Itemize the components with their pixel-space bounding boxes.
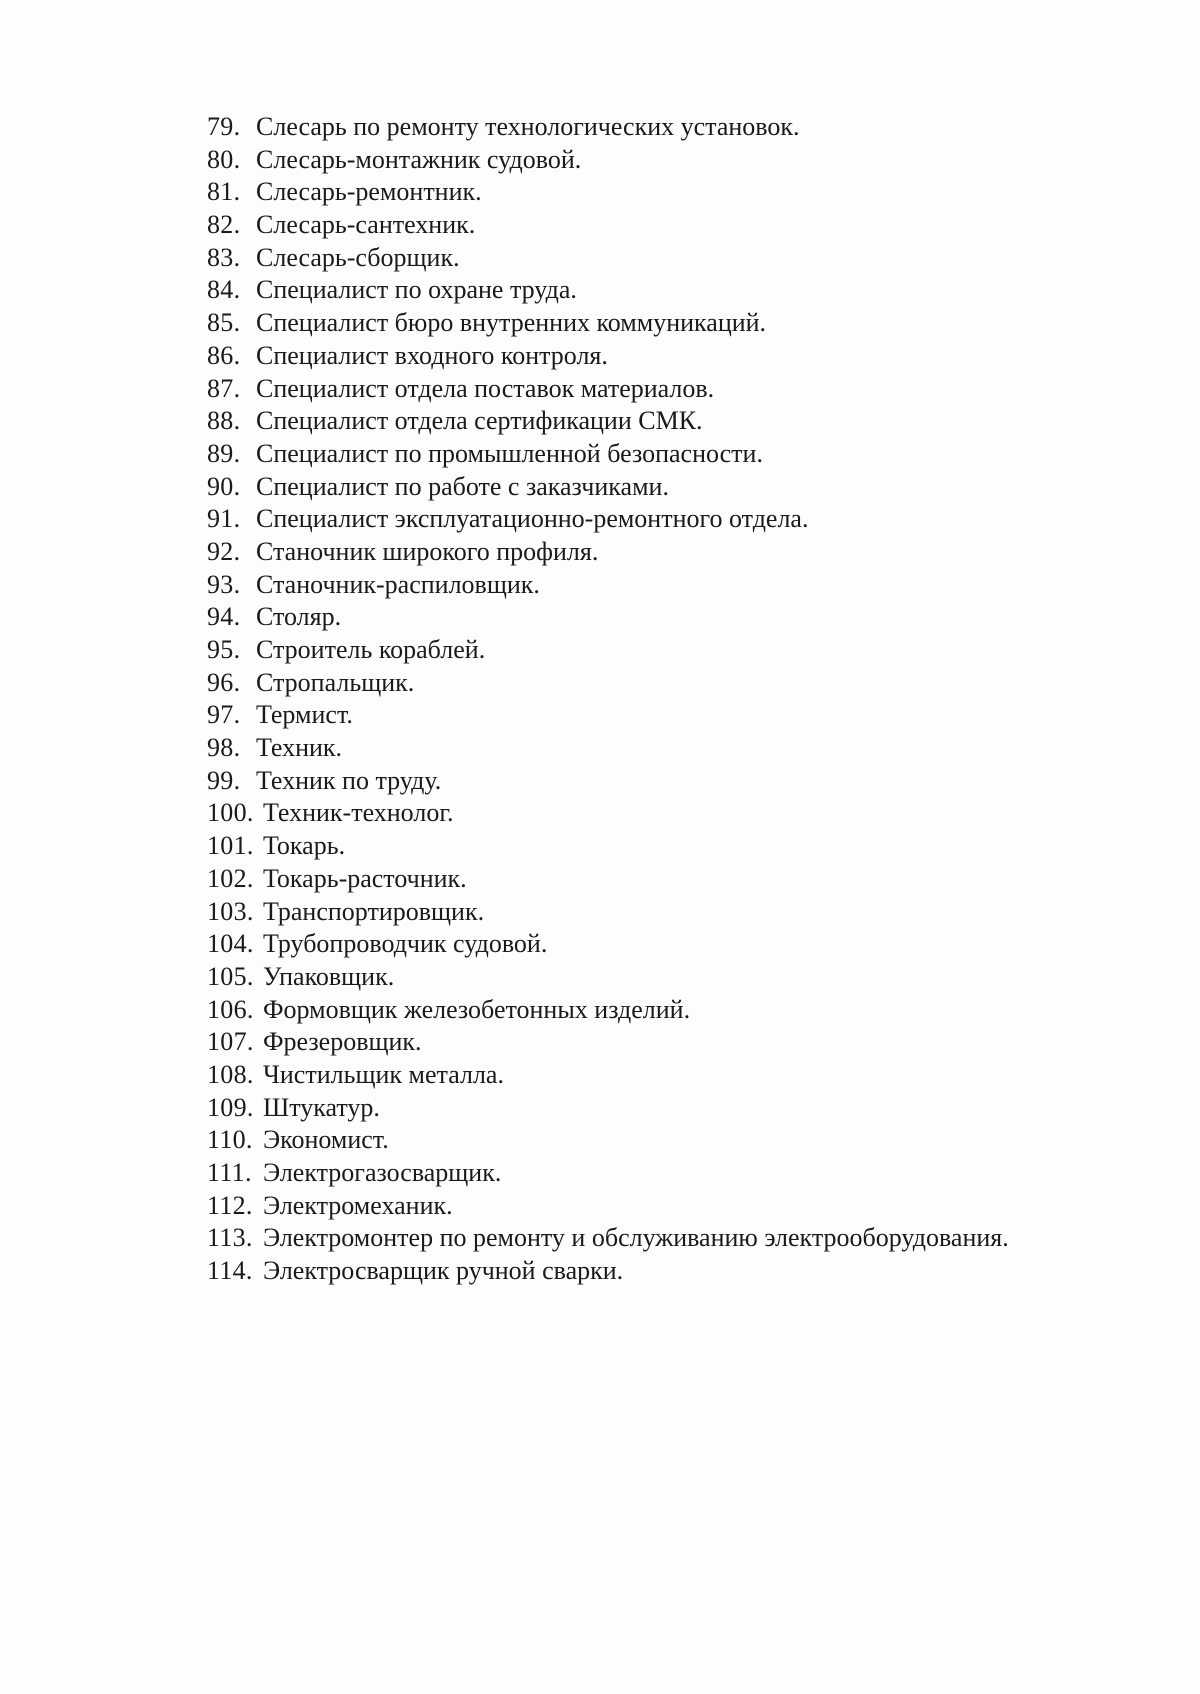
list-item-text: Термист.: [256, 700, 353, 730]
list-item-number: 101.: [207, 831, 254, 861]
list-item-number: 85.: [207, 308, 241, 338]
list-item-text: Электрогазосварщик.: [263, 1158, 502, 1187]
list-item: [207, 111, 1009, 144]
occupation-list: [207, 111, 1009, 1288]
list-item-text: Транспортировщик.: [263, 896, 485, 926]
list-item-number: 107.: [207, 1027, 254, 1057]
list-item: [207, 601, 1009, 634]
list-item-number: 113.: [207, 1223, 253, 1253]
list-item: [207, 1255, 1009, 1288]
list-item-text: Упаковщик.: [263, 961, 395, 991]
list-item: [207, 961, 1009, 994]
list-item: [207, 1157, 1009, 1190]
list-item-number: 97.: [207, 700, 241, 730]
list-item-text: Специалист входного контроля.: [256, 340, 608, 370]
list-item-text: Специалист по охране труда.: [256, 275, 577, 305]
list-item-text: Электросварщик ручной сварки.: [263, 1256, 624, 1286]
list-item: [207, 634, 1009, 667]
list-item: [207, 1092, 1009, 1125]
list-item: [207, 569, 1009, 602]
list-item-number: 79.: [207, 112, 241, 141]
list-item-number: 110.: [207, 1125, 253, 1155]
list-item-text: Техник по труду.: [256, 765, 442, 795]
list-item-text: Техник-технолог.: [263, 798, 454, 828]
list-item: [207, 176, 1009, 209]
list-item: [207, 307, 1009, 340]
list-item-number: 91.: [207, 504, 241, 534]
list-item: [207, 1190, 1009, 1223]
list-item: [207, 438, 1009, 471]
list-item-text: Слесарь-ремонтник.: [256, 177, 482, 207]
list-item-text: Слесарь-сборщик.: [256, 242, 460, 272]
list-item: [207, 1026, 1009, 1059]
list-item-number: 94.: [207, 602, 241, 632]
list-item: [207, 667, 1009, 700]
list-item-text: Техник.: [256, 733, 343, 763]
list-item-text: Электромеханик.: [263, 1190, 453, 1220]
list-item: [207, 797, 1009, 830]
list-item-text: Формовщик железобетонных изделий.: [263, 994, 691, 1024]
list-item-number: 88.: [207, 406, 241, 436]
list-item-number: 82.: [207, 210, 241, 240]
list-item-text: Электромонтер по ремонту и обслуживанию электрооборудования.: [263, 1223, 1009, 1253]
list-item-text: Экономист.: [263, 1125, 389, 1155]
list-item-text: Специалист бюро внутренних коммуникаций.: [256, 308, 767, 338]
list-item-number: 111.: [207, 1158, 252, 1187]
list-item-text: Слесарь по ремонту технологических установок.: [256, 112, 800, 141]
list-item: [207, 928, 1009, 961]
list-item: [207, 405, 1009, 438]
list-item-number: 83.: [207, 242, 241, 272]
list-item: [207, 274, 1009, 307]
list-item: [207, 144, 1009, 177]
list-item-text: Строитель кораблей.: [256, 635, 486, 664]
list-item-number: 80.: [207, 144, 241, 174]
list-item-number: 84.: [207, 275, 241, 305]
list-item-number: 89.: [207, 438, 241, 468]
list-item-text: Трубопроводчик судовой.: [263, 929, 548, 959]
list-item: [207, 699, 1009, 732]
list-item-number: 90.: [207, 471, 241, 501]
list-item: [207, 373, 1009, 406]
list-item-number: 106.: [207, 994, 254, 1024]
list-item-number: 112.: [207, 1190, 253, 1220]
list-item-number: 104.: [207, 929, 254, 959]
list-item-number: 98.: [207, 733, 241, 763]
list-item: [207, 503, 1009, 536]
list-item-text: Слесарь-сантехник.: [256, 210, 476, 240]
list-item: [207, 994, 1009, 1027]
list-item-text: Фрезеровщик.: [263, 1027, 422, 1057]
list-item-text: Специалист отдела поставок материалов.: [256, 373, 715, 403]
list-item-text: Штукатур.: [263, 1092, 380, 1122]
list-item-text: Чистильщик металла.: [263, 1059, 504, 1089]
list-item-number: 96.: [207, 667, 241, 697]
list-item: [207, 209, 1009, 242]
list-item-number: 99.: [207, 765, 241, 795]
list-item: [207, 242, 1009, 275]
list-item-text: Столяр.: [256, 602, 342, 632]
list-item-text: Токарь.: [263, 831, 346, 861]
list-item: [207, 1124, 1009, 1157]
list-item-number: 114.: [207, 1256, 253, 1286]
list-item: [207, 765, 1009, 798]
list-item-text: Станочник-распиловщик.: [256, 569, 540, 599]
list-item-number: 81.: [207, 177, 241, 207]
list-item-text: Специалист эксплуатационно-ремонтного отдела.: [256, 504, 809, 534]
list-item-text: Специалист отдела сертификации СМК.: [256, 406, 703, 436]
list-item-number: 86.: [207, 340, 241, 370]
list-item: [207, 1059, 1009, 1092]
list-item-number: 105.: [207, 961, 254, 991]
list-item-number: 93.: [207, 569, 241, 599]
list-item: [207, 732, 1009, 765]
list-item-number: 103.: [207, 896, 254, 926]
list-item-number: 92.: [207, 536, 241, 566]
list-item: [207, 340, 1009, 373]
list-item: [207, 536, 1009, 569]
list-item-text: Станочник широкого профиля.: [256, 536, 599, 566]
list-item: [207, 1222, 1009, 1255]
list-item-text: Специалист по работе с заказчиками.: [256, 471, 669, 501]
list-item-number: 100.: [207, 798, 254, 828]
list-item-text: Стропальщик.: [256, 667, 415, 697]
list-item-text: Слесарь-монтажник судовой.: [256, 144, 582, 174]
list-item-number: 108.: [207, 1059, 254, 1089]
list-item-number: 87.: [207, 373, 241, 403]
list-item-text: Специалист по промышленной безопасности.: [256, 438, 763, 468]
list-item: [207, 471, 1009, 504]
list-item: [207, 830, 1009, 863]
list-item-text: Токарь-расточник.: [263, 863, 467, 893]
list-item: [207, 863, 1009, 896]
list-item: [207, 896, 1009, 929]
list-item-number: 102.: [207, 863, 254, 893]
list-item-number: 95.: [207, 635, 241, 664]
list-item-number: 109.: [207, 1092, 254, 1122]
